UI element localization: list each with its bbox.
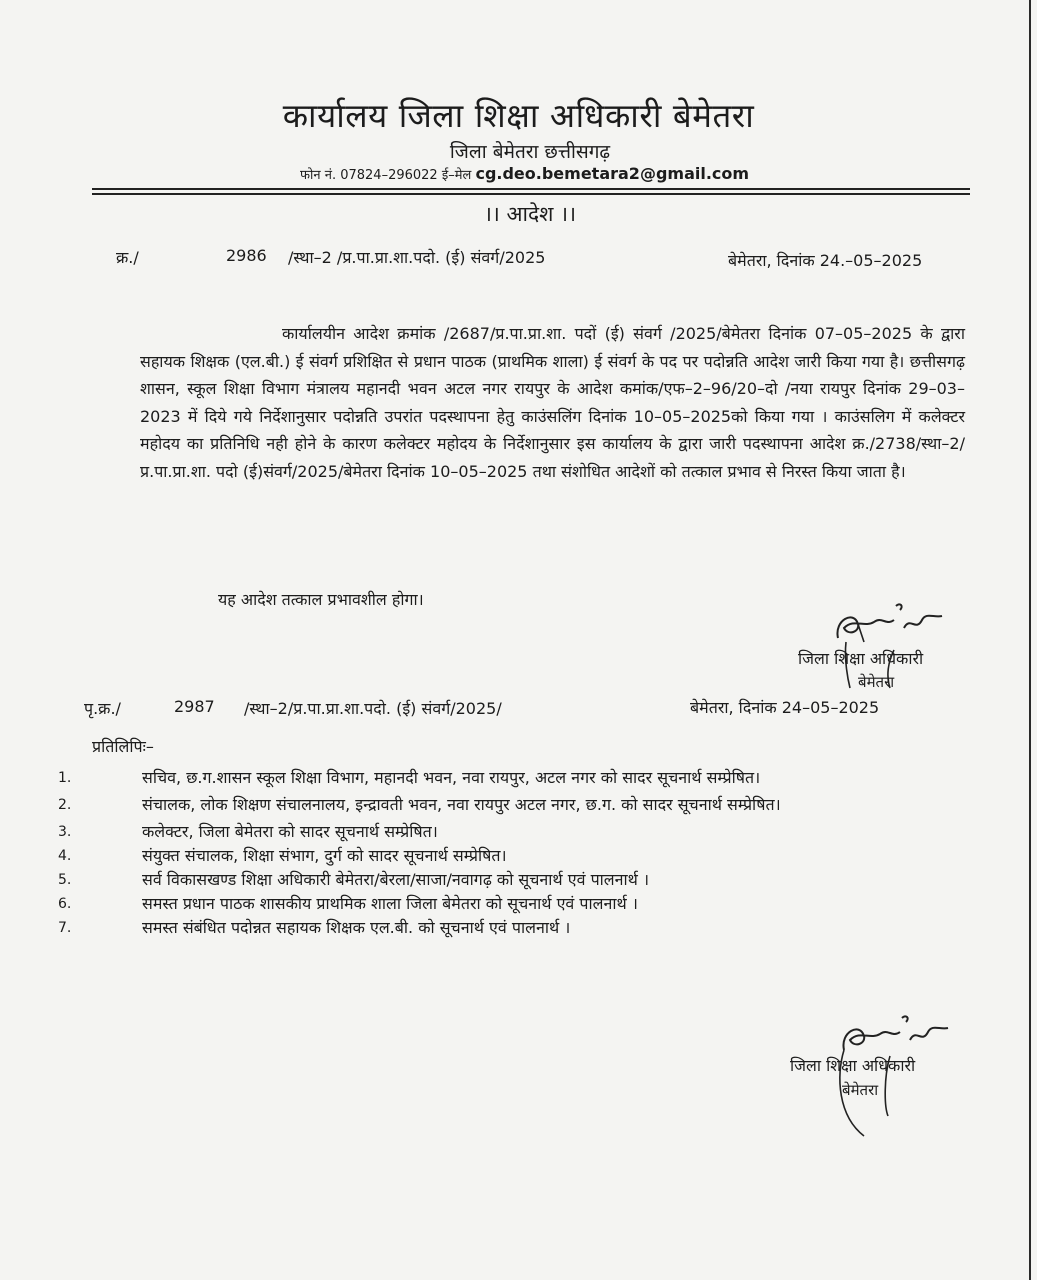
- signature-1-title: जिला शिक्षा अधिकारी: [798, 649, 924, 668]
- reference-place-date: बेमेतरा, दिनांक 24.–05–2025: [728, 251, 923, 270]
- list-item-number: 1.: [58, 770, 72, 786]
- endorsement-code: /स्था–2/प्र.पा.प्रा.शा.पदो. (ई) संवर्ग/2025/: [244, 699, 502, 718]
- signature-1-place: बेमेतरा: [858, 673, 895, 691]
- list-item-text: कलेक्टर, जिला बेमेतरा को सादर सूचनार्थ सम्प्रेषित।: [142, 822, 438, 841]
- endorsement-place-date: बेमेतरा, दिनांक 24–05–2025: [690, 698, 880, 717]
- endorsement-prefix: पृ.क्र./: [84, 699, 121, 718]
- list-item: [58, 892, 970, 916]
- reference-code: /स्था–2 /प्र.पा.प्रा.शा.पदो. (ई) संवर्ग/2025: [288, 248, 546, 267]
- order-paragraph: [140, 320, 965, 486]
- header-rule-top: [92, 188, 970, 190]
- reference-number: 2986: [226, 246, 267, 265]
- list-item-number: 5.: [58, 872, 72, 888]
- contact-line: [300, 164, 749, 183]
- email-address: cg.deo.bemetara2@gmail.com: [475, 164, 750, 183]
- list-item-text: सर्व विकासखण्ड शिक्षा अधिकारी बेमेतरा/बेरला/साजा/नवागढ़ को सूचनार्थ एवं पालनार्थ ।: [142, 870, 650, 889]
- phone-label: फोन नं. 07824–296022 ई–मेल: [300, 168, 472, 183]
- district-line: जिला बेमेतरा छत्तीसगढ़: [449, 141, 611, 163]
- order-paragraph-text: कार्यालयीन आदेश क्रमांक /2687/प्र.पा.प्रा.शा. पदों (ई) संवर्ग /2025/बेमेतरा दिनांक 07–05–2025 के द्वारा सहायक शिक्षक (एल.बी.) ई संवर्ग प्रशिक्षित से प्रधान पाठक (प्राथमिक शाला) ई संवर्ग के पद पर पदोन्नति आदेश जारी किया गया है। छत्तीसगढ़ शासन, स्कूल शिक्षा विभाग मंत्रालय महानदी भवन अटल नगर रायपुर के आदेश कमांक/एफ–2–96/20–दो /नया रायपुर दिनांक 29–03–2023 में दिये गये निर्देशानुसार पदोन्नति उपरांत पदस्थापना हेतु काउंसलिंग दिनांक 10–05–2025को किया गया । काउंसलिग में कलेक्टर महोदय का प्रतिनिधि नही होने के कारण कलेक्टर महोदय के निर्देशानुसार इस कार्यालय के द्वारा जारी पदस्थापना आदेश क्र./2738/स्था–2/प्र.पा.प्रा.शा. पदो (ई)संवर्ग/2025/बेमेतरा दिनांक 10–05–2025 तथा संशोधित आदेशों को तत्काल प्रभाव से निरस्त किया जाता है।: [140, 324, 965, 481]
- list-item: [58, 868, 970, 892]
- signature-2-title: जिला शिक्षा अधिकारी: [790, 1056, 916, 1075]
- list-item-number: 6.: [58, 896, 72, 912]
- copy-list: [58, 766, 970, 940]
- order-heading: ।। आदेश ।।: [483, 202, 577, 226]
- list-item: [58, 844, 970, 868]
- list-item-number: 7.: [58, 920, 72, 936]
- list-item-text: संयुक्त संचालक, शिक्षा संभाग, दुर्ग को सादर सूचनार्थ सम्प्रेषित।: [142, 846, 507, 865]
- header-rule-bottom: [92, 193, 970, 195]
- effective-line: यह आदेश तत्काल प्रभावशील होगा।: [218, 590, 424, 609]
- copy-label: प्रतिलिपिः–: [92, 737, 154, 756]
- list-item: [58, 766, 970, 790]
- reference-prefix: क्र./: [116, 248, 139, 267]
- endorsement-number: 2987: [174, 697, 215, 716]
- list-item-text: समस्त प्रधान पाठक शासकीय प्राथमिक शाला जिला बेमेतरा को सूचनार्थ एवं पालनार्थ ।: [142, 894, 638, 913]
- office-title: कार्यालय जिला शिक्षा अधिकारी बेमेतरा: [282, 96, 755, 135]
- list-item-text: समस्त संबंधित पदोन्नत सहायक शिक्षक एल.बी. को सूचनार्थ एवं पालनार्थ ।: [142, 918, 571, 937]
- list-item-text: संचालक, लोक शिक्षण संचालनालय, इन्द्रावती भवन, नवा रायपुर अटल नगर, छ.ग. को सादर सूचनार्थ सम्प्रेषित।: [142, 795, 781, 814]
- list-item: [58, 820, 970, 844]
- list-item-number: 3.: [58, 824, 72, 840]
- list-item-number: 2.: [58, 797, 72, 813]
- signature-2-place: बेमेतरा: [842, 1081, 879, 1099]
- page-edge-line: [1029, 0, 1031, 1280]
- list-item-number: 4.: [58, 848, 72, 864]
- list-item-text: सचिव, छ.ग.शासन स्कूल शिक्षा विभाग, महानदी भवन, नवा रायपुर, अटल नगर को सादर सूचनार्थ सम्प्रेषित।: [142, 768, 761, 787]
- list-item: [58, 916, 970, 940]
- list-item: [58, 793, 970, 817]
